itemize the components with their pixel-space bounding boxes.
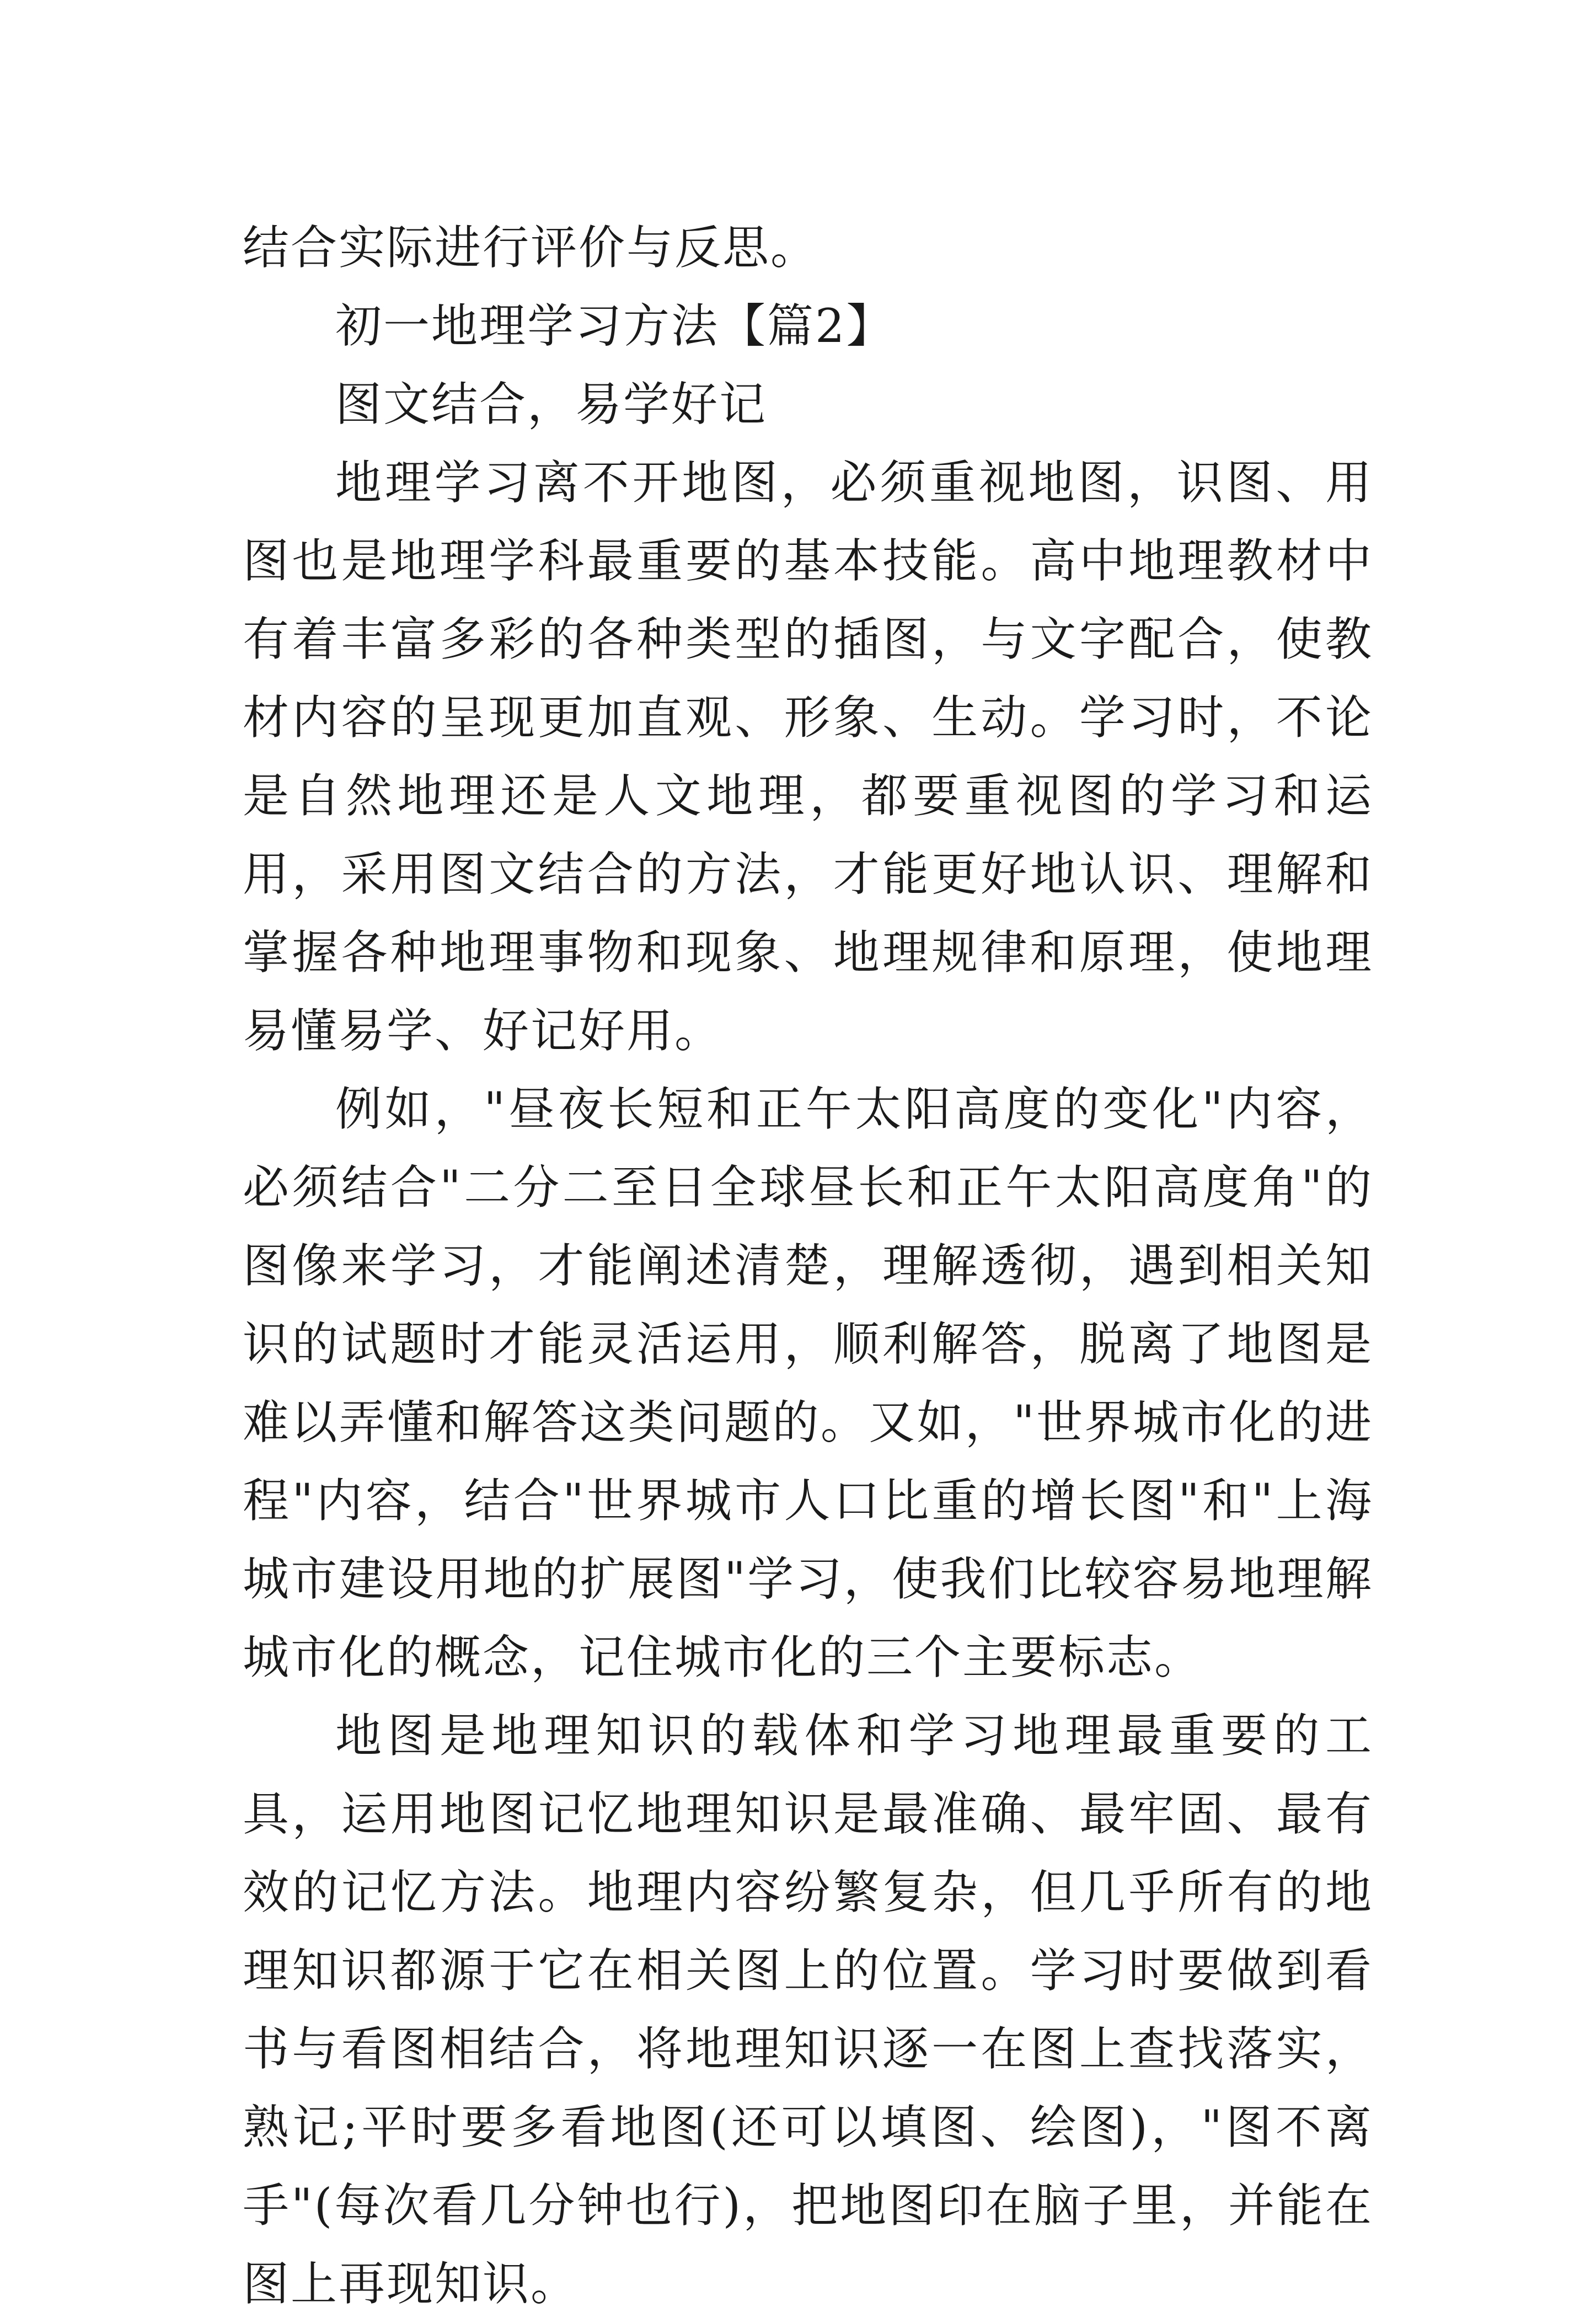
section-title: 初一地理学习方法【篇2】 [335,299,895,353]
section-subtitle: 图文结合，易学好记 [335,377,768,431]
paragraph-maps-importance: 地理学习离不开地图，必须重视地图，识图、用图也是地理学科最重要的基本技能。高中地理教材中有着丰富多彩的各种类型的插图，与文字配合，使教材内容的呈现更加直观、形象、生动。学习时，不论是自然地理还是人文地理，都要重视图的学习和运用，采用图文结合的方法，才能更好地认识、理解和掌握各种地理事物和现象、地理规律和原理，使地理易懂易学、好记好用。 [243,456,1373,1058]
paragraph-examples: 例如，"昼夜长短和正午太阳高度的变化"内容，必须结合"二分二至日全球昼长和正午太阳高度角"的图像来学习，才能阐述清楚，理解透彻，遇到相关知识的试题时才能灵活运用，顺利解答，脱离了地图是难以弄懂和解答这类问题的。又如，"世界城市化的进程"内容，结合"世界城市人口比重的增长图"和"上海城市建设用地的扩展图"学习，使我们比较容易地理解城市化的概念，记住城市化的三个主要标志。 [243,1082,1373,1684]
paragraph-continuation: 结合实际进行评价与反思。 [243,221,819,275]
paragraph-map-memory: 地图是地理知识的载体和学习地理最重要的工具，运用地图记忆地理知识是最准确、最牢固、最有效的记忆方法。地理内容纷繁复杂，但几乎所有的地理知识都源于它在相关图上的位置。学习时要做到看书与看图相结合，将地理知识逐一在图上查找落实，熟记;平时要多看地图(还可以填图、绘图)，"图不离手"(每次看几分钟也行)，把地图印在脑子里，并能在图上再现知识。 [243,1709,1373,2311]
document-body [243,208,1373,2323]
